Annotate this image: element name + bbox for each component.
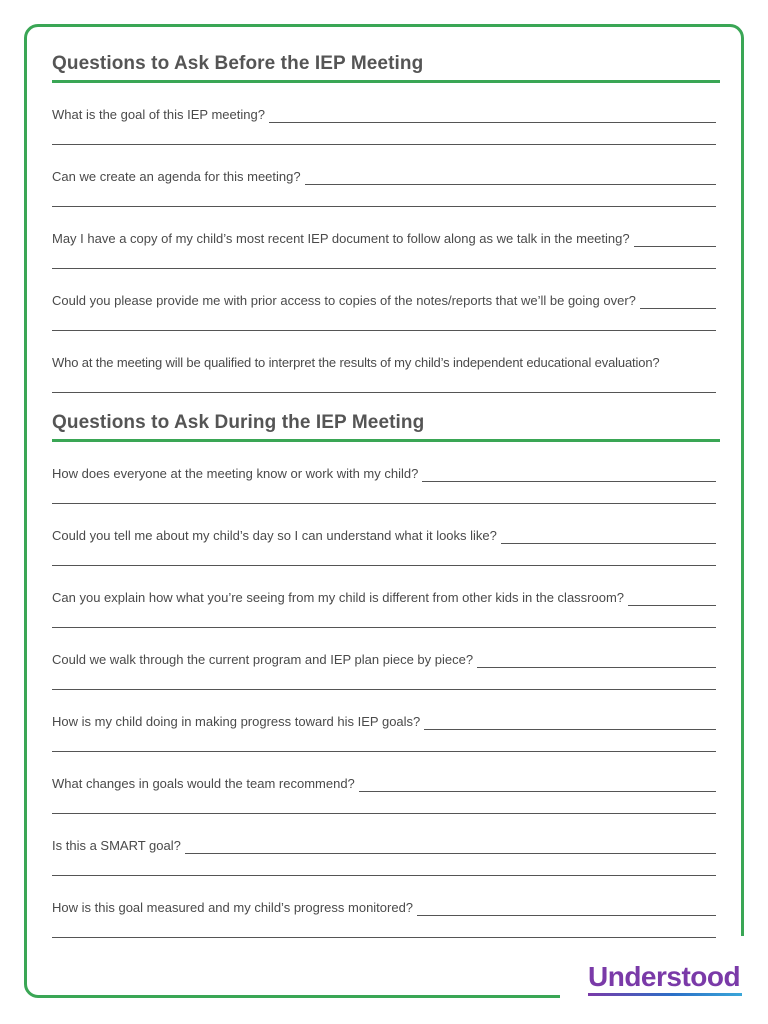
question-item: [52, 814, 716, 876]
question-text: How does everyone at the meeting know or work with my child?: [52, 466, 419, 481]
question-item: [52, 690, 716, 752]
question-item: [52, 331, 716, 393]
answer-blank[interactable]: [424, 718, 716, 730]
question-text: Can we create an agenda for this meeting?: [52, 169, 301, 184]
question-text: How is my child doing in making progress toward his IEP goals?: [52, 714, 421, 729]
question-text: May I have a copy of my child’s most recent IEP document to follow along as we talk in the meeting?: [52, 231, 630, 246]
section-during: [52, 411, 716, 938]
question-item: [52, 566, 716, 628]
question-text: Can you explain how what you’re seeing from my child is different from other kids in the classroom?: [52, 590, 625, 605]
answer-blank[interactable]: [269, 111, 716, 123]
question-text: Could you please provide me with prior access to copies of the notes/reports that we’ll be going over?: [52, 293, 636, 308]
question-text: Could you tell me about my child’s day so I can understand what it looks like?: [52, 528, 497, 543]
question-item: [52, 145, 716, 207]
answer-blank[interactable]: [634, 235, 716, 247]
section-title-before: Questions to Ask Before the IEP Meeting: [52, 53, 424, 74]
section-title-during: Questions to Ask During the IEP Meeting: [52, 412, 425, 433]
question-text: Could we walk through the current program and IEP plan piece by piece?: [52, 652, 474, 667]
question-text: Is this a SMART goal?: [52, 838, 181, 853]
question-item: [52, 504, 716, 566]
answer-blank[interactable]: [477, 656, 716, 668]
answer-line[interactable]: [52, 937, 716, 938]
question-text: Who at the meeting will be qualified to interpret the results of my child’s independent educational evaluation?: [52, 355, 660, 370]
question-item: [52, 752, 716, 814]
answer-blank[interactable]: [628, 594, 716, 606]
question-text: How is this goal measured and my child’s progress monitored?: [52, 900, 414, 915]
section-before: [52, 52, 716, 393]
question-item: [52, 207, 716, 269]
question-item: [52, 269, 716, 331]
question-text: What is the goal of this IEP meeting?: [52, 107, 265, 122]
question-item: [52, 628, 716, 690]
logo-underline: [588, 993, 742, 996]
question-item: [52, 83, 716, 145]
question-text: What changes in goals would the team recommend?: [52, 776, 355, 791]
answer-line[interactable]: [52, 392, 716, 393]
answer-blank[interactable]: [185, 842, 716, 854]
answer-blank[interactable]: [501, 532, 716, 544]
question-item: [52, 876, 716, 938]
logo-text: Understood: [588, 961, 741, 992]
worksheet-content: [52, 52, 716, 938]
answer-blank[interactable]: [640, 297, 716, 309]
understood-logo: [588, 962, 748, 1002]
question-item: [52, 442, 716, 504]
answer-blank[interactable]: [417, 904, 716, 916]
answer-blank[interactable]: [422, 470, 716, 482]
answer-blank[interactable]: [305, 173, 716, 185]
answer-blank[interactable]: [359, 780, 716, 792]
